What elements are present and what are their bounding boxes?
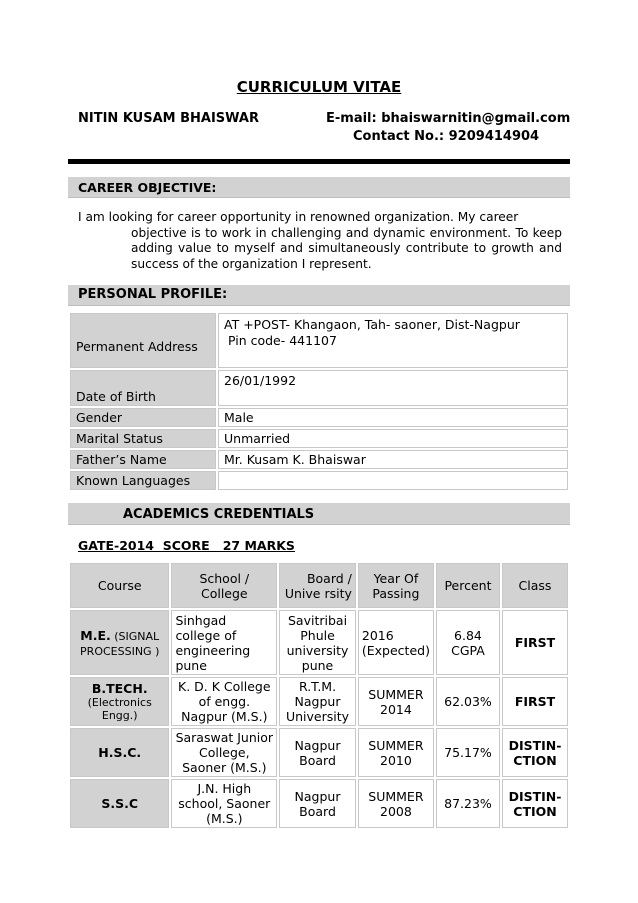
table-row [70, 313, 568, 368]
column-header: Board / Unive rsity [279, 563, 356, 608]
course-cell [70, 677, 169, 726]
course-cell: S.S.C [70, 779, 169, 828]
table-row [70, 728, 568, 777]
percent-cell: 6.84 CGPA [436, 610, 500, 675]
career-objective-text [78, 210, 562, 272]
marital-status-value: Unmarried [218, 429, 568, 448]
table-row [70, 450, 568, 469]
board-cell: Nagpur Board [279, 728, 356, 777]
board-cell: R.T.M. Nagpur University [279, 677, 356, 726]
column-header: Year Of Passing [358, 563, 434, 608]
table-row [70, 370, 568, 406]
table-row [70, 471, 568, 490]
table-row [70, 408, 568, 427]
gate-score: GATE-2014 SCORE 27 MARKS [78, 538, 295, 553]
address-line-1: AT +POST- Khangaon, Tah- saoner, Dist-Nagpur [224, 317, 520, 332]
course-cell: H.S.C. [70, 728, 169, 777]
languages-value [218, 471, 568, 490]
label-cell: Known Languages [70, 471, 216, 490]
header-divider [68, 159, 570, 164]
label-cell: Date of Birth [70, 370, 216, 406]
class-cell: FIRST [502, 610, 568, 675]
gender-value: Male [218, 408, 568, 427]
father-name-value: Mr. Kusam K. Bhaiswar [218, 450, 568, 469]
objective-rest: objective is to work in challenging and dynamic environment. To keep adding value to myself and simultaneously contribute to growth and success of the organization I represent. [131, 225, 562, 271]
course-sub: (Electronics Engg.) [87, 696, 152, 722]
objective-first-line: I am looking for career opportunity in renowned organization. My career [78, 210, 519, 224]
column-header: Percent [436, 563, 500, 608]
label-cell: Permanent Address [70, 313, 216, 368]
candidate-name: NITIN KUSAM BHAISWAR [78, 111, 259, 126]
class-cell: FIRST [502, 677, 568, 726]
personal-profile-table [68, 311, 570, 492]
year-cell: 2016 (Expected) [358, 610, 434, 675]
class-cell: DISTIN-CTION [502, 728, 568, 777]
school-cell: Sinhgad college of engineering pune [171, 610, 277, 675]
percent-cell: 62.03% [436, 677, 500, 726]
percent-cell: 87.23% [436, 779, 500, 828]
column-header: Class [502, 563, 568, 608]
table-row [70, 677, 568, 726]
career-objective-heading: CAREER OBJECTIVE: [68, 177, 570, 198]
page-title: CURRICULUM VITAE [236, 78, 402, 96]
class-cell: DISTIN-CTION [502, 779, 568, 828]
year-cell: SUMMER 2014 [358, 677, 434, 726]
address-value [218, 313, 568, 368]
course-cell [70, 610, 169, 675]
board-cell: Nagpur Board [279, 779, 356, 828]
academics-heading: ACADEMICS CREDENTIALS [68, 503, 570, 525]
percent-cell: 75.17% [436, 728, 500, 777]
table-header-row [70, 563, 568, 608]
column-header: School / College [171, 563, 277, 608]
year-cell: SUMMER 2008 [358, 779, 434, 828]
label-cell: Father’s Name [70, 450, 216, 469]
course-sub: (SIGNAL PROCESSING ) [80, 629, 160, 658]
school-cell: Saraswat Junior College, Saoner (M.S.) [171, 728, 277, 777]
course-main: M.E. [80, 627, 111, 643]
school-cell: J.N. High school, Saoner (M.S.) [171, 779, 277, 828]
course-main: B.TECH. [91, 681, 148, 696]
dob-value: 26/01/1992 [218, 370, 568, 406]
board-cell: Savitribai Phule university pune [279, 610, 356, 675]
label-cell: Marital Status [70, 429, 216, 448]
academics-table [68, 561, 570, 830]
table-row [70, 610, 568, 675]
personal-profile-heading: PERSONAL PROFILE: [68, 285, 570, 306]
email-line: E-mail: bhaiswarnitin@gmail.com [326, 111, 571, 126]
table-row [70, 779, 568, 828]
table-row [70, 429, 568, 448]
address-line-2: Pin code- 441107 [224, 333, 337, 348]
year-cell: SUMMER 2010 [358, 728, 434, 777]
label-cell: Gender [70, 408, 216, 427]
column-header: Course [70, 563, 169, 608]
contact-line: Contact No.: 9209414904 [353, 129, 540, 144]
school-cell: K. D. K College of engg. Nagpur (M.S.) [171, 677, 277, 726]
